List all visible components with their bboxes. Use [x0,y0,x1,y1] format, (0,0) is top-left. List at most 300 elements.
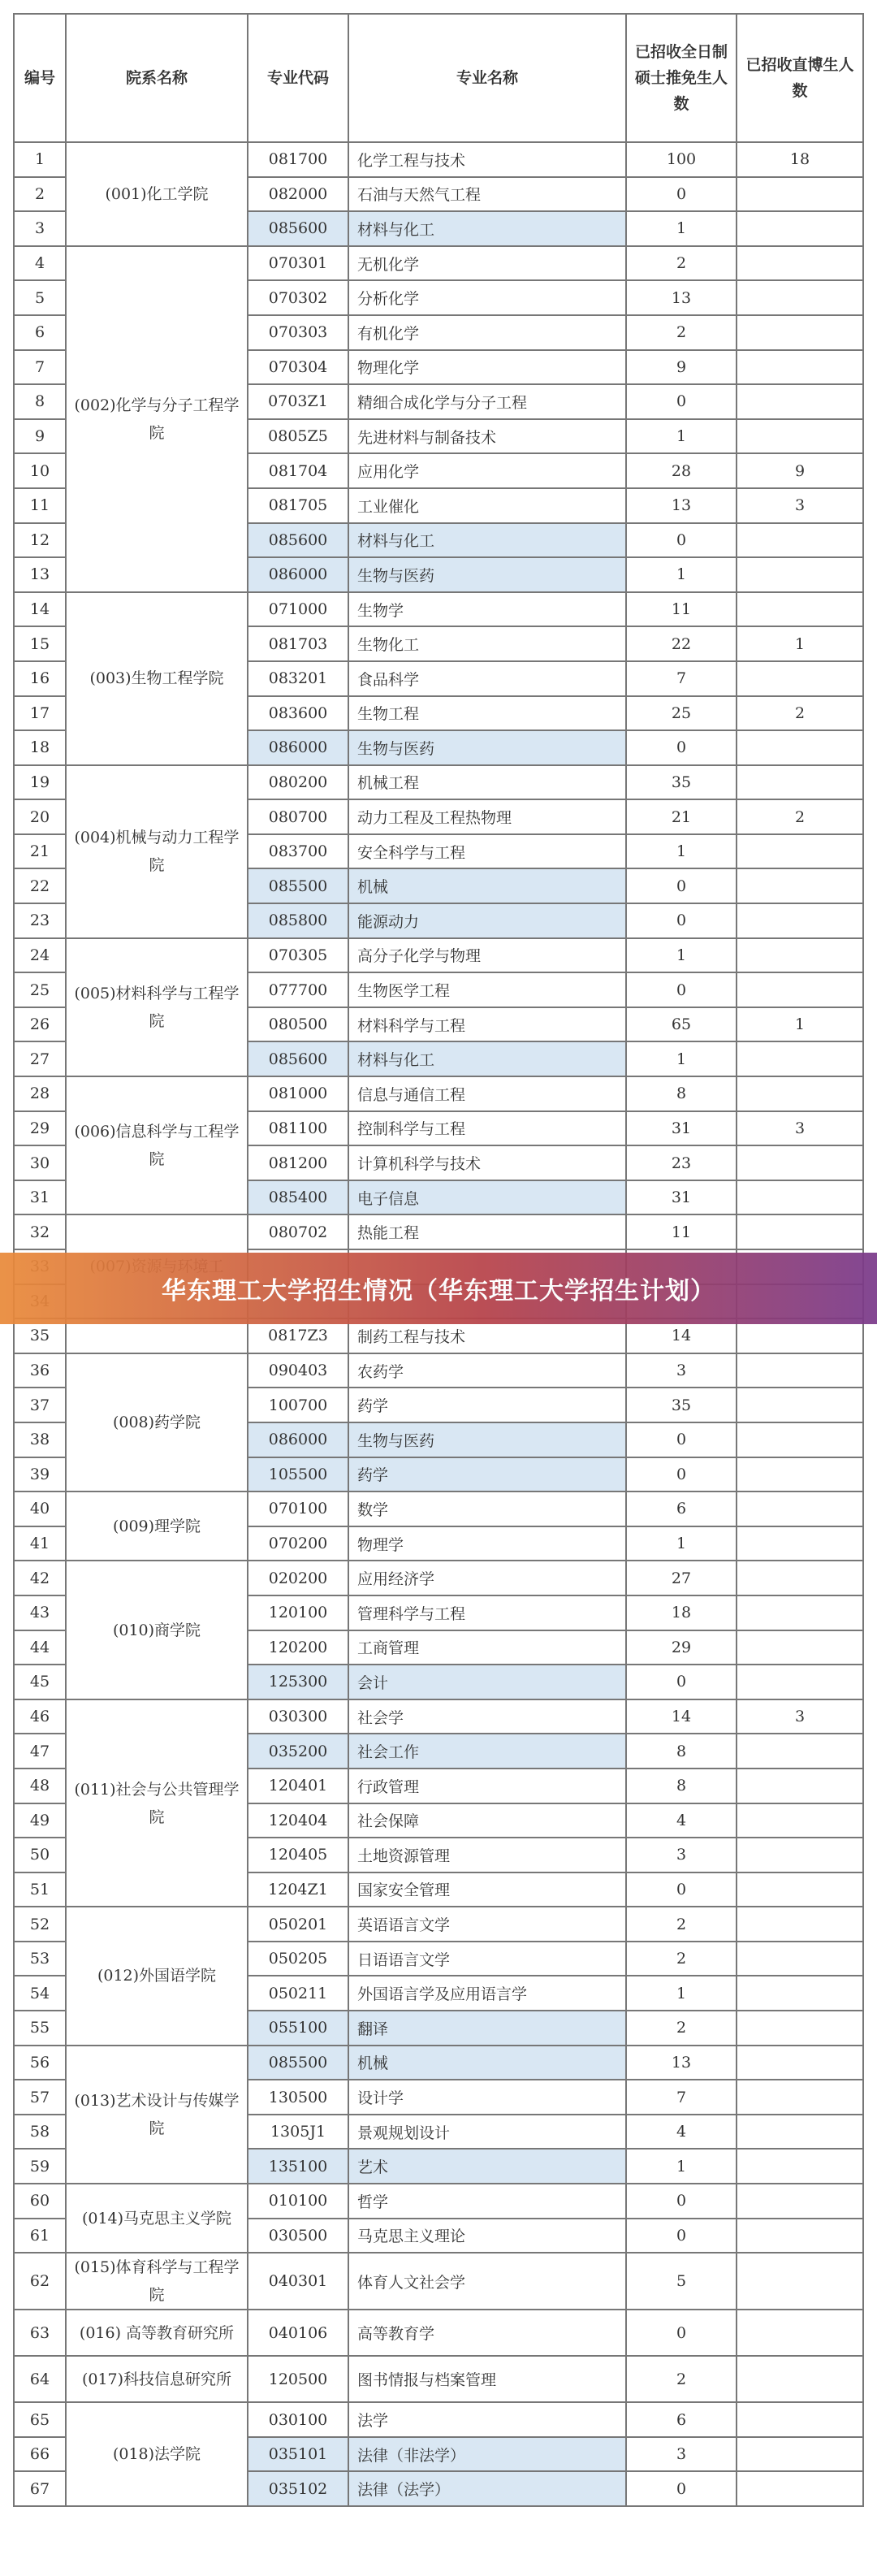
phd-count: 18 [737,142,863,177]
dept-name: (008)药学院 [66,1353,248,1491]
major-code: 082000 [248,177,348,212]
row-no: 18 [14,730,66,765]
master-count: 3 [626,1838,737,1872]
phd-count: 1 [737,1007,863,1042]
phd-count [737,2402,863,2437]
master-count: 65 [626,1007,737,1042]
master-count: 8 [626,1769,737,1803]
dept-name: (012)外国语学院 [66,1907,248,2045]
master-count: 2 [626,2356,737,2402]
master-count: 3 [626,2437,737,2472]
major-name: 有机化学 [348,315,626,350]
phd-count [737,2046,863,2080]
major-code: 050211 [248,1976,348,2011]
major-name: 机械 [348,2046,626,2080]
major-code: 050205 [248,1942,348,1976]
major-code: 085400 [248,1180,348,1215]
major-name: 社会学 [348,1699,626,1734]
row-no: 64 [14,2356,66,2402]
phd-count [737,2184,863,2219]
phd-count [737,1838,863,1872]
title-banner [0,1253,877,1324]
row-no: 53 [14,1942,66,1976]
row-no: 67 [14,2471,66,2506]
major-code: 035102 [248,2471,348,2506]
master-count: 29 [626,1630,737,1665]
row-no: 60 [14,2184,66,2219]
major-name: 管理科学与工程 [348,1595,626,1630]
major-name: 生物化工 [348,626,626,661]
phd-count [737,557,863,592]
dept-name: (016) 高等教育研究所 [66,2310,248,2356]
major-name: 体育人文社会学 [348,2253,626,2310]
row-no: 11 [14,488,66,523]
phd-count [737,1734,863,1769]
dept-name: (006)信息科学与工程学院 [66,1076,248,1214]
master-count: 25 [626,696,737,731]
master-count: 35 [626,1388,737,1422]
major-code: 120404 [248,1803,348,1838]
major-name: 机械工程 [348,765,626,800]
master-count: 2 [626,246,737,281]
major-name: 应用经济学 [348,1561,626,1595]
master-count: 31 [626,1180,737,1215]
phd-count [737,1561,863,1595]
major-name: 材料科学与工程 [348,1007,626,1042]
banner-title: 华东理工大学招生情况（华东理工大学招生计划） [162,1277,715,1305]
major-name: 土地资源管理 [348,1838,626,1872]
phd-count [737,2310,863,2356]
row-no: 50 [14,1838,66,1872]
major-name: 能源动力 [348,903,626,938]
master-count: 2 [626,1907,737,1942]
phd-count [737,1803,863,1838]
phd-count [737,1872,863,1907]
dept-name: (015)体育科学与工程学院 [66,2253,248,2310]
major-code: 083600 [248,696,348,731]
master-count: 22 [626,626,737,661]
master-count: 23 [626,1145,737,1180]
table-row [14,2184,863,2219]
major-code: 120200 [248,1630,348,1665]
phd-count [737,1491,863,1526]
phd-count [737,972,863,1007]
table-row [14,2356,863,2402]
phd-count: 2 [737,696,863,731]
master-count: 0 [626,868,737,903]
table-row [14,2046,863,2080]
row-no: 43 [14,1595,66,1630]
major-name: 图书情报与档案管理 [348,2356,626,2402]
row-no: 63 [14,2310,66,2356]
row-no: 19 [14,765,66,800]
phd-count [737,419,863,454]
major-code: 086000 [248,557,348,592]
major-code: 081000 [248,1076,348,1111]
master-count: 1 [626,1976,737,2011]
master-count: 31 [626,1111,737,1146]
major-name: 化学工程与技术 [348,142,626,177]
master-count: 11 [626,592,737,627]
major-code: 085600 [248,1041,348,1076]
major-name: 先进材料与制备技术 [348,419,626,454]
major-code: 105500 [248,1457,348,1492]
major-code: 125300 [248,1665,348,1699]
phd-count [737,1457,863,1492]
master-count: 4 [626,2115,737,2150]
major-name: 物理学 [348,1526,626,1561]
phd-count [737,2080,863,2115]
phd-count [737,1630,863,1665]
header-no: 编号 [14,14,66,142]
dept-name: (011)社会与公共管理学院 [66,1699,248,1907]
master-count: 0 [626,903,737,938]
major-code: 085500 [248,2046,348,2080]
row-no: 65 [14,2402,66,2437]
major-code: 020200 [248,1561,348,1595]
phd-count [737,2115,863,2150]
row-no: 5 [14,280,66,315]
row-no: 32 [14,1214,66,1249]
master-count: 2 [626,2011,737,2046]
row-no: 27 [14,1041,66,1076]
phd-count [737,1388,863,1422]
phd-count [737,1214,863,1249]
phd-count [737,2011,863,2046]
row-no: 58 [14,2115,66,2150]
major-name: 无机化学 [348,246,626,281]
major-name: 热能工程 [348,1214,626,1249]
master-count: 8 [626,1734,737,1769]
master-count: 4 [626,1803,737,1838]
phd-count: 9 [737,453,863,488]
master-count: 0 [626,2219,737,2253]
row-no: 39 [14,1457,66,1492]
major-name: 工业催化 [348,488,626,523]
row-no: 40 [14,1491,66,1526]
major-code: 040301 [248,2253,348,2310]
master-count: 2 [626,315,737,350]
major-name: 社会工作 [348,1734,626,1769]
row-no: 54 [14,1976,66,2011]
dept-name: (001)化工学院 [66,142,248,246]
dept-name: (003)生物工程学院 [66,592,248,765]
table-row [14,2310,863,2356]
major-name: 行政管理 [348,1769,626,1803]
row-no: 22 [14,868,66,903]
row-no: 13 [14,557,66,592]
row-no: 29 [14,1111,66,1146]
major-name: 翻译 [348,2011,626,2046]
row-no: 15 [14,626,66,661]
phd-count [737,1076,863,1111]
master-count: 1 [626,419,737,454]
table-row [14,1699,863,1734]
row-no: 10 [14,453,66,488]
major-code: 0703Z1 [248,384,348,419]
row-no: 3 [14,211,66,246]
major-name: 工商管理 [348,1630,626,1665]
major-name: 法学 [348,2402,626,2437]
master-count: 9 [626,350,737,385]
master-count: 6 [626,1491,737,1526]
major-name: 制药工程与技术 [348,1318,626,1353]
major-name: 高等教育学 [348,2310,626,2356]
phd-count: 1 [737,626,863,661]
row-no: 2 [14,177,66,212]
phd-count [737,1353,863,1388]
master-count: 0 [626,523,737,558]
phd-count [737,1942,863,1976]
major-name: 分析化学 [348,280,626,315]
master-count: 0 [626,1422,737,1457]
master-count: 0 [626,177,737,212]
phd-count [737,661,863,696]
phd-count [737,1422,863,1457]
master-count: 1 [626,834,737,869]
major-code: 0817Z3 [248,1318,348,1353]
phd-count [737,2356,863,2402]
row-no: 12 [14,523,66,558]
phd-count [737,1976,863,2011]
row-no: 46 [14,1699,66,1734]
major-code: 071000 [248,592,348,627]
major-code: 070301 [248,246,348,281]
master-count: 27 [626,1561,737,1595]
header-phd: 已招收直博生人数 [737,14,863,142]
major-code: 080200 [248,765,348,800]
major-name: 动力工程及工程热物理 [348,799,626,834]
major-name: 物理化学 [348,350,626,385]
major-code: 085600 [248,211,348,246]
master-count: 6 [626,2402,737,2437]
phd-count [737,938,863,973]
master-count: 0 [626,730,737,765]
major-name: 材料与化工 [348,523,626,558]
phd-count: 3 [737,1111,863,1146]
major-code: 081704 [248,453,348,488]
master-count: 5 [626,2253,737,2310]
dept-name: (005)材料科学与工程学院 [66,938,248,1076]
major-code: 080500 [248,1007,348,1042]
row-no: 42 [14,1561,66,1595]
major-name: 日语语言文学 [348,1942,626,1976]
master-count: 1 [626,938,737,973]
master-count: 18 [626,1595,737,1630]
phd-count [737,2149,863,2184]
master-count: 13 [626,488,737,523]
dept-name: (009)理学院 [66,1491,248,1561]
major-code: 081200 [248,1145,348,1180]
phd-count [737,1041,863,1076]
master-count: 0 [626,1665,737,1699]
phd-count [737,523,863,558]
major-code: 035200 [248,1734,348,1769]
row-no: 44 [14,1630,66,1665]
table-row [14,765,863,800]
master-count: 3 [626,1353,737,1388]
table-row [14,2402,863,2437]
row-no: 36 [14,1353,66,1388]
phd-count [737,765,863,800]
major-name: 景观规划设计 [348,2115,626,2150]
table-header-row [14,14,863,142]
row-no: 16 [14,661,66,696]
master-count: 28 [626,453,737,488]
row-no: 59 [14,2149,66,2184]
dept-name: (013)艺术设计与传媒学院 [66,2046,248,2184]
major-code: 120405 [248,1838,348,1872]
row-no: 41 [14,1526,66,1561]
master-count: 0 [626,2310,737,2356]
master-count: 0 [626,2471,737,2506]
major-name: 药学 [348,1457,626,1492]
master-count: 0 [626,2184,737,2219]
phd-count [737,1665,863,1699]
phd-count [737,868,863,903]
major-name: 生物工程 [348,696,626,731]
major-name: 高分子化学与物理 [348,938,626,973]
header-dept: 院系名称 [66,14,248,142]
phd-count [737,246,863,281]
phd-count [737,834,863,869]
major-code: 010100 [248,2184,348,2219]
phd-count [737,1907,863,1942]
major-name: 马克思主义理论 [348,2219,626,2253]
table-row [14,1491,863,1526]
major-name: 艺术 [348,2149,626,2184]
major-name: 哲学 [348,2184,626,2219]
major-name: 控制科学与工程 [348,1111,626,1146]
major-code: 070302 [248,280,348,315]
master-count: 100 [626,142,737,177]
header-master: 已招收全日制硕士推免生人数 [626,14,737,142]
phd-count [737,903,863,938]
major-name: 外国语言学及应用语言学 [348,1976,626,2011]
phd-count [737,350,863,385]
row-no: 8 [14,384,66,419]
dept-name: (018)法学院 [66,2402,248,2506]
major-name: 精细合成化学与分子工程 [348,384,626,419]
master-count: 2 [626,1942,737,1976]
phd-count [737,592,863,627]
master-count: 7 [626,2080,737,2115]
phd-count [737,384,863,419]
row-no: 9 [14,419,66,454]
row-no: 66 [14,2437,66,2472]
row-no: 7 [14,350,66,385]
major-name: 会计 [348,1665,626,1699]
major-code: 070305 [248,938,348,973]
major-code: 120500 [248,2356,348,2402]
row-no: 30 [14,1145,66,1180]
dept-name: (014)马克思主义学院 [66,2184,248,2253]
major-code: 120401 [248,1769,348,1803]
row-no: 23 [14,903,66,938]
major-code: 070303 [248,315,348,350]
major-name: 法律（法学） [348,2471,626,2506]
master-count: 1 [626,2149,737,2184]
major-code: 1204Z1 [248,1872,348,1907]
table-row [14,1907,863,1942]
row-no: 61 [14,2219,66,2253]
row-no: 48 [14,1769,66,1803]
major-name: 法律（非法学） [348,2437,626,2472]
phd-count [737,177,863,212]
master-count: 0 [626,1457,737,1492]
phd-count [737,2253,863,2310]
row-no: 49 [14,1803,66,1838]
master-count: 1 [626,1041,737,1076]
master-count: 8 [626,1076,737,1111]
major-code: 083700 [248,834,348,869]
major-code: 035101 [248,2437,348,2472]
major-code: 081700 [248,142,348,177]
phd-count [737,1769,863,1803]
dept-name: (010)商学院 [66,1561,248,1699]
dept-name: (004)机械与动力工程学院 [66,765,248,938]
major-code: 086000 [248,730,348,765]
phd-count [737,280,863,315]
major-code: 081703 [248,626,348,661]
major-code: 135100 [248,2149,348,2184]
row-no: 55 [14,2011,66,2046]
major-name: 国家安全管理 [348,1872,626,1907]
major-code: 055100 [248,2011,348,2046]
table-row [14,1076,863,1111]
header-major: 专业名称 [348,14,626,142]
row-no: 6 [14,315,66,350]
major-name: 生物与医药 [348,730,626,765]
major-name: 生物与医药 [348,557,626,592]
table-row [14,1353,863,1388]
master-count: 0 [626,1872,737,1907]
major-code: 030300 [248,1699,348,1734]
row-no: 26 [14,1007,66,1042]
major-name: 农药学 [348,1353,626,1388]
master-count: 13 [626,280,737,315]
major-name: 数学 [348,1491,626,1526]
phd-count [737,2219,863,2253]
major-name: 应用化学 [348,453,626,488]
row-no: 20 [14,799,66,834]
major-code: 070304 [248,350,348,385]
major-code: 085500 [248,868,348,903]
table-row [14,1561,863,1595]
master-count: 1 [626,211,737,246]
row-no: 28 [14,1076,66,1111]
dept-name: (002)化学与分子工程学院 [66,246,248,592]
master-count: 13 [626,2046,737,2080]
table-row [14,1214,863,1249]
phd-count: 2 [737,799,863,834]
major-code: 086000 [248,1422,348,1457]
major-name: 信息与通信工程 [348,1076,626,1111]
row-no: 57 [14,2080,66,2115]
row-no: 47 [14,1734,66,1769]
major-code: 050201 [248,1907,348,1942]
row-no: 45 [14,1665,66,1699]
major-code: 080702 [248,1214,348,1249]
major-name: 生物医学工程 [348,972,626,1007]
master-count: 0 [626,972,737,1007]
row-no: 24 [14,938,66,973]
phd-count: 3 [737,488,863,523]
major-code: 1305J1 [248,2115,348,2150]
major-name: 食品科学 [348,661,626,696]
row-no: 35 [14,1318,66,1353]
row-no: 31 [14,1180,66,1215]
